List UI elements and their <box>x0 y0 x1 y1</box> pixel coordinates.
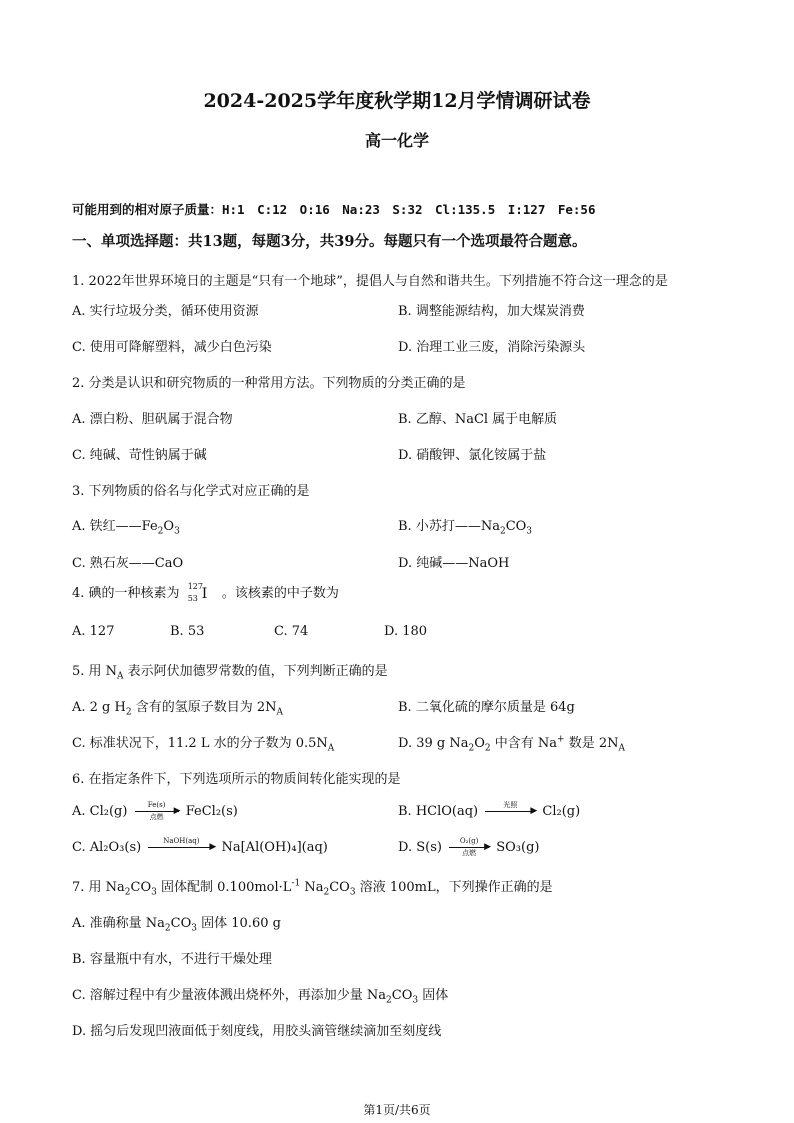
q2-option-d: D. 硝酸钾、氯化铵属于盐 <box>398 448 547 463</box>
q5-option-d: D. 39 g $Na_2O_2$ 中含有 Na+ 数是 $2N_A$ <box>398 734 625 754</box>
q4-option-c: C. 74 <box>274 624 309 639</box>
q3-option-c: C. 熟石灰——CaO <box>72 556 184 571</box>
q7-option-a: A. 准确称量 $Na_2CO_3$ 固体 10.60 g <box>72 916 281 934</box>
q6-stem: 6. 在指定条件下，下列选项所示的物质间转化能实现的是 <box>72 772 401 787</box>
q1-stem: 1. 2022年世界环境日的主题是“只有一个地球”，提倡人与自然和谐共生。下列措施不符合这一理念的是 <box>72 274 668 289</box>
q3-option-a: A. 铁红$——Fe_2O_3$ <box>72 519 180 537</box>
q7-option-c: C. 溶解过程中有少量液体溅出烧杯外，再添加少量 $Na_2CO_3$ 固体 <box>72 988 449 1006</box>
q1-option-c: C. 使用可降解塑料，减少白色污染 <box>72 340 272 355</box>
q1-option-a: A. 实行垃圾分类，循环使用资源 <box>72 304 259 319</box>
q6-option-b: B. HClO(aq) 光照 ▶ Cl₂(g) <box>398 801 581 819</box>
q1-option-d: D. 治理工业三废，消除污染源头 <box>398 340 586 355</box>
reaction-arrow-icon: Fe(s) ▶ 点燃 <box>135 811 179 812</box>
reaction-arrow-icon: 光照 ▶ <box>485 811 535 812</box>
q5-stem: 5. 用 $N_A$ 表示阿伏加德罗常数的值，下列判断正确的是 <box>72 664 388 682</box>
q2-option-c: C. 纯碱、苛性钠属于碱 <box>72 448 207 463</box>
q3-option-d: D. 纯碱——NaOH <box>398 556 510 571</box>
q2-option-b: B. 乙醇、NaCl 属于电解质 <box>398 412 558 427</box>
exam-title: 2024-2025学年度秋学期12月学情调研试卷 <box>203 90 591 112</box>
exam-subject: 高一化学 <box>364 131 429 150</box>
q4-option-d: D. 180 <box>384 624 428 639</box>
q5-option-b: B. 二氧化硫的摩尔质量是 64g <box>398 700 575 715</box>
q4-option-a: A. 127 <box>72 624 115 639</box>
q1-option-b: B. 调整能源结构，加大煤炭消费 <box>398 304 585 319</box>
q6-option-c: C. Al₂O₃(s) NaOH(aq) ▶ Na[Al(OH)₄](aq) <box>72 837 328 855</box>
page-footer: 第1页/共6页 <box>363 1103 431 1117</box>
atomic-masses-note: 可能用到的相对原子质量：H:1 C:12 O:16 Na:23 S:32 Cl:135.5 I:127 Fe:56 <box>72 202 596 217</box>
q4-stem: 4. 碘的一种核素为 127 53 I 。该核素的中子数为 <box>72 581 339 603</box>
q7-option-d: D. 摇匀后发现凹液面低于刻度线，用胶头滴管继续滴加至刻度线 <box>72 1024 442 1039</box>
q3-option-b: B. 小苏打$——Na_2CO_3$ <box>398 519 533 537</box>
q3-stem: 3. 下列物质的俗名与化学式对应正确的是 <box>72 484 310 499</box>
section-heading: 一、单项选择题：共13题，每题3分，共39分。每题只有一个选项最符合题意。 <box>72 233 587 250</box>
q5-option-a: A. 2 g $H_2$ 含有的氢原子数目为 $2N_A$ <box>72 700 284 718</box>
q7-option-b: B. 容量瓶中有水，不进行干燥处理 <box>72 952 272 967</box>
q6-option-d: D. S(s) O₂(g) ▶ 点燃 SO₃(g) <box>398 837 540 857</box>
q2-stem: 2. 分类是认识和研究物质的一种常用方法。下列物质的分类正确的是 <box>72 376 466 391</box>
q5-option-c: C. 标准状况下，11.2 L 水的分子数为 $0.5N_A$ <box>72 736 335 754</box>
q6-option-a: A. Cl₂(g) Fe(s) ▶ 点燃 FeCl₂(s) <box>72 801 238 821</box>
iodine-nuclide: 127 53 I <box>187 581 208 603</box>
reaction-arrow-icon: O₂(g) ▶ 点燃 <box>449 847 489 848</box>
q7-stem: 7. 用 $Na_2CO_3$ 固体配制 $0.100mol\cdot L^{-1}$ $Na_2CO_3$ 溶液 100mL，下列操作正确的是 <box>72 878 553 898</box>
q2-option-a: A. 漂白粉、胆矾属于混合物 <box>72 412 233 427</box>
q4-option-b: B. 53 <box>170 624 205 639</box>
reaction-arrow-icon: NaOH(aq) ▶ <box>148 847 214 848</box>
